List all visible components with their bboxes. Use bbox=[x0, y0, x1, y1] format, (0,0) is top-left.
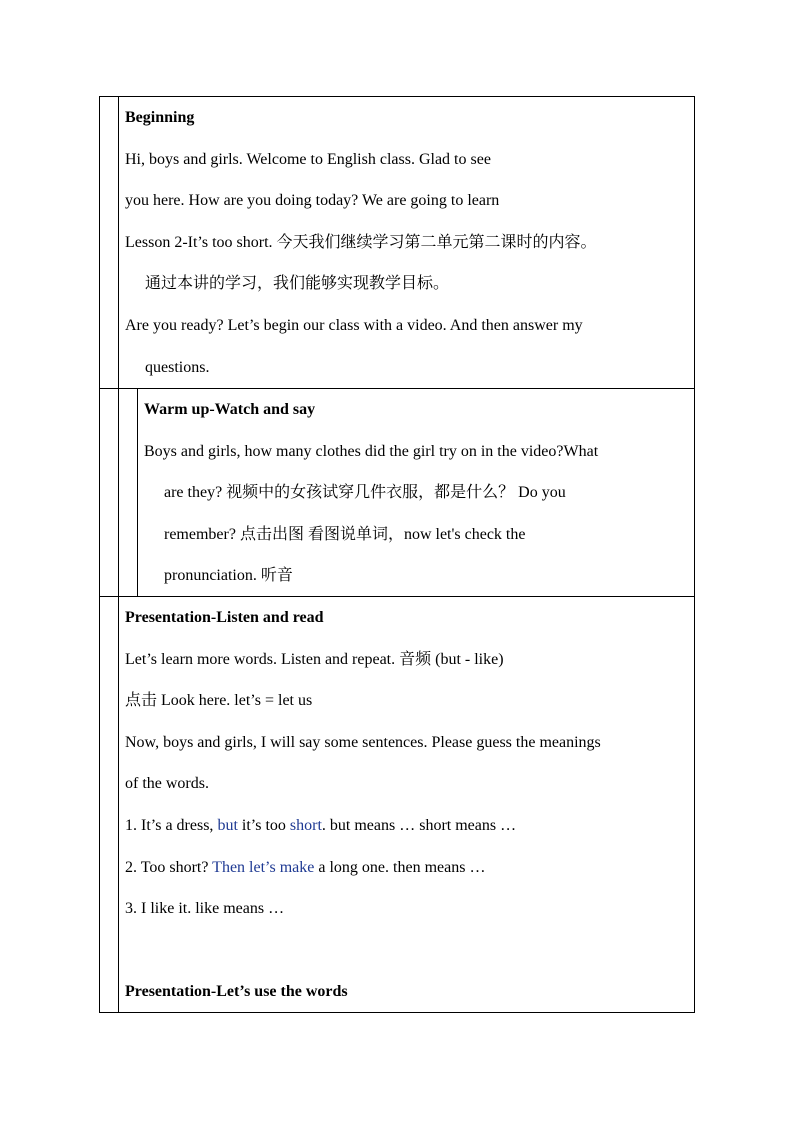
paragraph-line: Let’s learn more words. Listen and repeat. 音频 (but - like) bbox=[125, 650, 504, 668]
section-heading-warm-up: Warm up-Watch and say bbox=[144, 401, 316, 418]
paragraph-line: 通过本讲的学习，我们能够实现教学目标。 bbox=[145, 275, 450, 293]
highlighted-word: but bbox=[213, 816, 238, 834]
example-sentence-1 bbox=[125, 805, 695, 847]
section-warm-up bbox=[144, 389, 694, 597]
sentence-text: 2. Too short? bbox=[125, 858, 209, 876]
paragraph-line: Boys and girls, how many clothes did the girl try on in the video?What bbox=[144, 442, 599, 460]
section-presentation bbox=[125, 597, 695, 1013]
paragraph-line: Lesson 2-It’s too short. 今天我们继续学习第二单元第二课时的内容。 bbox=[125, 233, 597, 251]
paragraph-line: pronunciation. 听音 bbox=[164, 567, 293, 585]
blank-line bbox=[125, 930, 695, 972]
paragraph-line: questions. bbox=[145, 358, 210, 376]
sentence-text: 1. It’s a dress, bbox=[125, 816, 214, 834]
example-sentence-2 bbox=[125, 847, 695, 889]
paragraph-line: Are you ready? Let’s begin our class with a video. And then answer my bbox=[125, 316, 583, 334]
table-border-left bbox=[99, 96, 100, 1013]
section-heading-use-words: Presentation-Let’s use the words bbox=[125, 983, 348, 1001]
sentence-text: a long one. then means … bbox=[314, 858, 486, 876]
paragraph-line: you here. How are you doing today? We are going to learn bbox=[125, 192, 500, 210]
paragraph-line: remember? 点击出图 看图说单词，now let's check the bbox=[164, 525, 526, 543]
warmup-column-divider bbox=[137, 388, 138, 596]
paragraph-line: of the words. bbox=[125, 775, 209, 793]
sentence-text: it’s too bbox=[237, 816, 286, 834]
sentence-text: . but means … short means … bbox=[321, 816, 517, 834]
section-heading-presentation: Presentation-Listen and read bbox=[125, 609, 324, 626]
paragraph-line: 点击 Look here. let’s = let us bbox=[125, 692, 313, 710]
paragraph-line: are they? 视频中的女孩试穿几件衣服，都是什么？ Do you bbox=[164, 484, 566, 502]
paragraph-line: Now, boys and girls, I will say some sentences. Please guess the meanings bbox=[125, 733, 601, 751]
section-heading-beginning: Beginning bbox=[125, 109, 195, 126]
example-sentence-3: 3. I like it. like means … bbox=[125, 900, 285, 918]
lesson-table bbox=[99, 96, 695, 1013]
table-column-divider bbox=[118, 96, 119, 1013]
section-beginning bbox=[125, 97, 695, 388]
paragraph-line: Hi, boys and girls. Welcome to English class. Glad to see bbox=[125, 150, 491, 168]
highlighted-word: Then let’s make bbox=[208, 858, 315, 876]
highlighted-word: short bbox=[285, 816, 322, 834]
